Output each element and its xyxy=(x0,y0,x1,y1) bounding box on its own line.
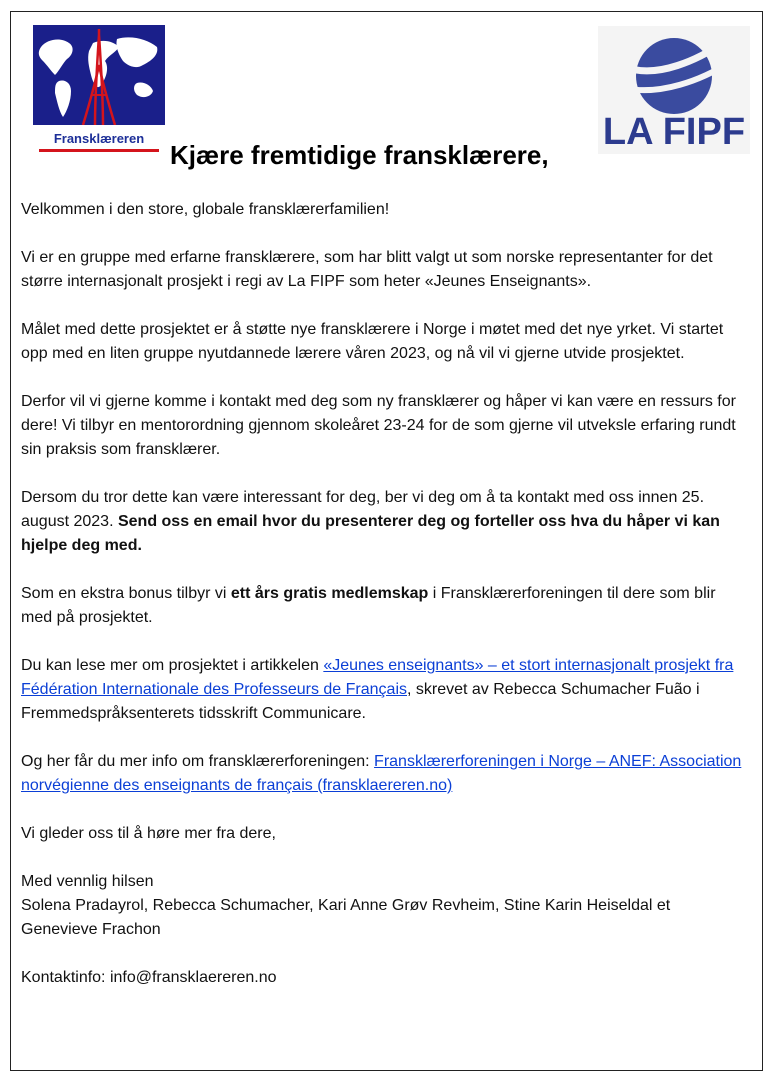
article-paragraph xyxy=(21,654,751,726)
deadline-paragraph xyxy=(21,486,751,558)
fransklaereren-logo-caption: Fransklæreren xyxy=(53,131,145,146)
bonus-text-start: Som en ekstra bonus tilbyr vi xyxy=(21,585,231,602)
association-text-start: Og her får du mer info om fransklærerforeningen: xyxy=(21,753,375,770)
la-fipf-logo-text: LA FIPF xyxy=(602,111,746,153)
looking-forward-paragraph: Vi gleder oss til å høre mer fra dere, xyxy=(21,825,276,842)
letter-body xyxy=(21,198,751,1014)
article-text-end: , skrevet av Rebecca Schumacher Fuão i Fremmedspråksenterets tidsskrift Communicare. xyxy=(21,681,700,722)
signatories-text: Solena Pradayrol, Rebecca Schumacher, Kari Anne Grøv Revheim, Stine Karin Heiseldal et Genevieve Frachon xyxy=(21,897,671,938)
la-fipf-logo xyxy=(598,26,750,154)
bonus-paragraph xyxy=(21,582,751,630)
contact-info: Kontaktinfo: info@fransklaereren.no xyxy=(21,969,277,986)
bonus-bold-text: ett års gratis medlemskap xyxy=(230,585,429,602)
mentoring-paragraph: Derfor vil vi gjerne komme i kontakt med deg som ny fransklærer og håper vi kan være en ressurs for dere! Vi tilbyr en mentorordning gjennom skoleåret 23-24 for de som gjerne vil utveksle erfaring rundt sin praksis som fransklærer. xyxy=(21,393,736,458)
association-paragraph xyxy=(21,750,751,798)
welcome-paragraph: Velkommen i den store, globale fransklærerfamilien! xyxy=(21,201,390,218)
goal-paragraph: Målet med dette prosjektet er å støtte nye fransklærere i Norge i møtet med det nye yrket. Vi startet opp med en liten gruppe nyutdannede lærere våren 2023, og nå vil vi gjerne utvide prosjektet. xyxy=(21,321,724,362)
deadline-bold-text: Send oss en email hvor du presenterer deg og forteller oss hva du håper vi kan hjelpe deg med. xyxy=(21,513,720,554)
page-title: Kjære fremtidige fransklærere, xyxy=(170,140,549,170)
bonus-text-end: i Fransklærerforeningen til dere som blir med på prosjektet. xyxy=(21,585,716,626)
article-text-start: Du kan lese mer om prosjektet i artikkelen xyxy=(21,657,324,674)
intro-paragraph: Vi er en gruppe med erfarne fransklærere, som har blitt valgt ut som norske representanter for det større internasjonalt prosjekt i regi av La FIPF som heter «Jeunes Enseignants». xyxy=(21,249,713,290)
deadline-text: Dersom du tror dette kan være interessant for deg, ber vi deg om å ta kontakt med oss innen 25. august 2023. xyxy=(21,489,705,530)
association-link[interactable]: Fransklærerforeningen i Norge – ANEF: Association norvégienne des enseignants de français (fransklaereren.no) xyxy=(21,753,742,794)
closing-text: Med vennlig hilsen xyxy=(21,873,154,890)
article-link[interactable]: «Jeunes enseignants» – et stort internasjonalt prosjekt fra Fédération Internationale des Professeurs de Français xyxy=(21,657,734,698)
fransklaereren-logo xyxy=(33,25,165,155)
signature-block xyxy=(21,870,751,942)
